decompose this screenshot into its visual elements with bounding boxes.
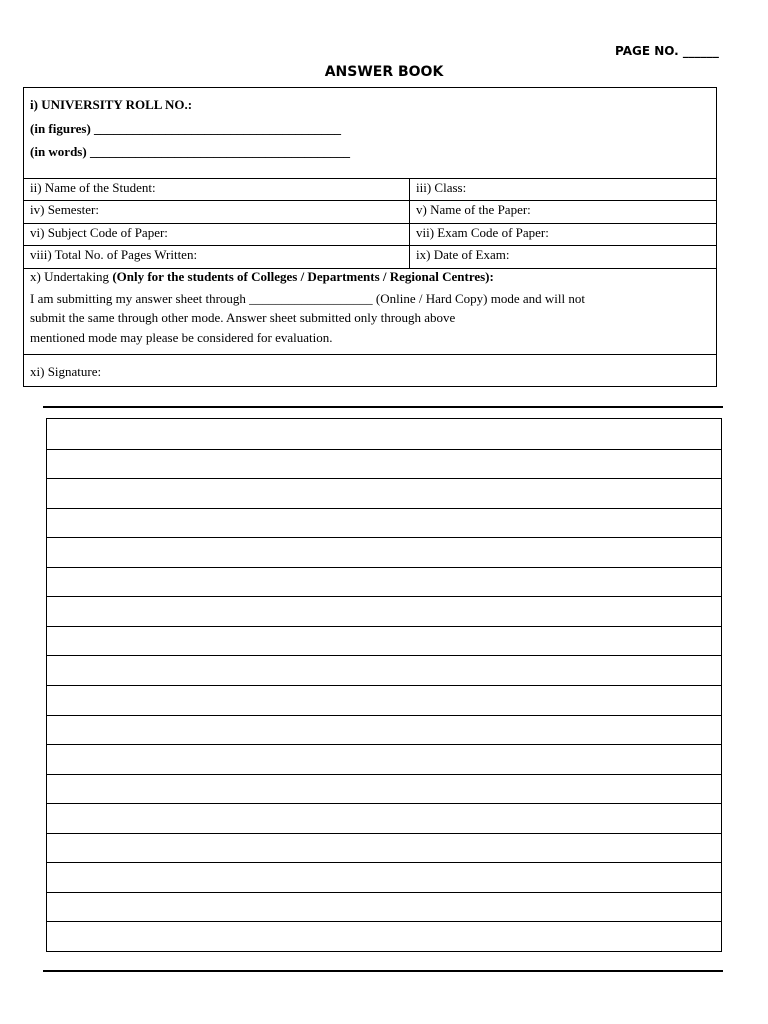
answer-line [47,478,721,479]
undertaking-text-line-1: I am submitting my answer sheet through ___________________ (Online / Hard Copy) mode and will not [30,291,585,306]
answer-line [47,626,721,627]
exam-code-field[interactable]: vii) Exam Code of Paper: [416,225,549,240]
divider [24,354,716,355]
answer-writing-area[interactable] [46,418,722,952]
subject-code-field[interactable]: vi) Subject Code of Paper: [30,225,168,240]
answer-line [47,833,721,834]
page-number: PAGE NO. ______ [615,44,719,58]
answer-line [47,774,721,775]
bottom-rule [43,970,723,972]
answer-line [47,655,721,656]
answer-line [47,449,721,450]
undertaking-label: x) Undertaking [30,269,110,284]
answer-line [47,596,721,597]
answer-line [47,508,721,509]
student-details-box [23,87,717,387]
column-divider [409,178,410,268]
answer-line [47,803,721,804]
answer-line [47,685,721,686]
answer-line [47,715,721,716]
answer-line [47,567,721,568]
roll-number-label: i) UNIVERSITY ROLL NO.: [30,97,193,112]
semester-field[interactable]: iv) Semester: [30,202,99,217]
undertaking-heading [30,269,494,285]
roll-in-words-field[interactable]: (in words) ________________________________________ [30,144,350,159]
paper-name-field[interactable]: v) Name of the Paper: [416,202,531,217]
answer-line [47,744,721,745]
undertaking-text-line-3: mentioned mode may please be considered for evaluation. [30,330,333,345]
page-title: ANSWER BOOK [324,64,444,80]
divider [24,223,716,224]
signature-field[interactable]: xi) Signature: [30,364,102,379]
undertaking-text-line-2: submit the same through other mode. Answer sheet submitted only through above [30,310,456,325]
student-name-field[interactable]: ii) Name of the Student: [30,180,156,195]
roll-in-figures-field[interactable]: (in figures) ______________________________________ [30,121,342,136]
class-field[interactable]: iii) Class: [416,180,467,195]
undertaking-qualifier: (Only for the students of Colleges / Departments / Regional Centres): [112,269,494,284]
divider [24,200,716,201]
answer-line [47,537,721,538]
answer-line [47,921,721,922]
top-rule [43,406,723,408]
answer-line [47,862,721,863]
divider [24,245,716,246]
exam-date-field[interactable]: ix) Date of Exam: [416,247,510,262]
answer-line [47,892,721,893]
total-pages-field[interactable]: viii) Total No. of Pages Written: [30,247,198,262]
divider [24,178,716,179]
